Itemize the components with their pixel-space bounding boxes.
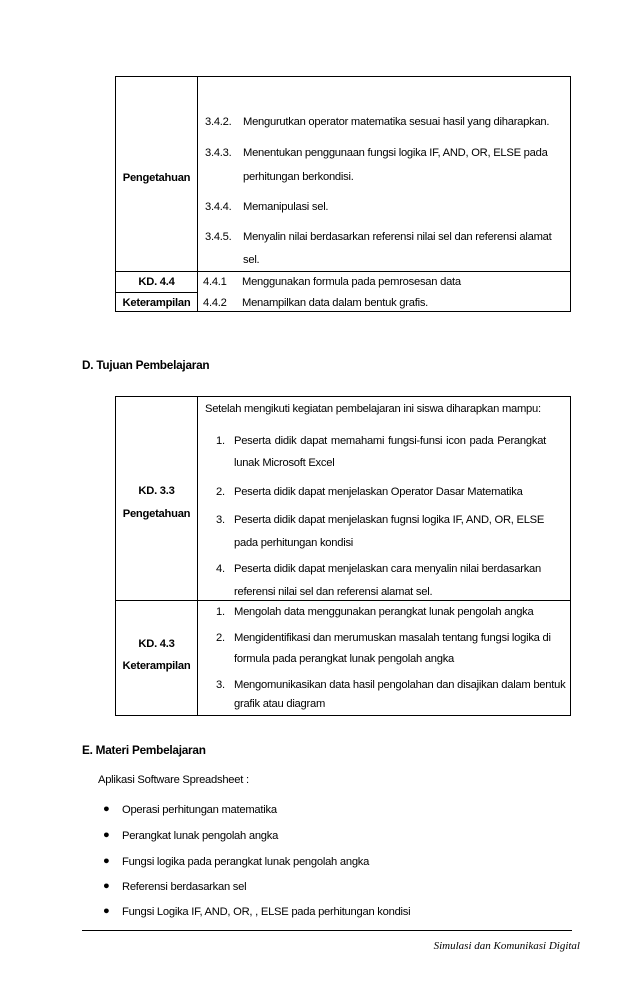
kd-4-3-label: KD. 4.3 — [138, 638, 175, 650]
list-item — [205, 201, 232, 213]
section-e-heading: E. Materi Pembelajaran — [82, 743, 206, 757]
page-footer: Simulasi dan Komunikasi Digital — [433, 940, 580, 952]
footer-divider — [82, 930, 572, 931]
item-number: 3.4.4. — [205, 201, 232, 213]
list-item-text: Peserta didik dapat memahami fungsi-funsi icon pada Perangkat — [234, 435, 547, 447]
list-item-text: perhitungan berkondisi. — [243, 171, 354, 183]
item-number: 3.4.2. — [205, 116, 232, 128]
item-number: 1. — [216, 606, 225, 618]
list-item-text: lunak Microsoft Excel — [234, 457, 335, 469]
list-item-text: Mengurutkan operator matematika sesuai hasil yang diharapkan. — [243, 116, 550, 128]
list-item-text: Menampilkan data dalam bentuk grafis. — [242, 297, 429, 309]
item-number: 2. — [216, 486, 225, 498]
list-item-text: Memanipulasi sel. — [243, 201, 329, 213]
list-item-text: referensi nilai sel dan referensi alamat sel. — [234, 586, 433, 598]
bullet-icon: ● — [103, 905, 110, 917]
list-item-text: Fungsi logika pada perangkat lunak pengolah angka — [122, 856, 370, 868]
list-item-text: Operasi perhitungan matematika — [122, 804, 277, 816]
list-item-text: Mengolah data menggunakan perangkat lunak pengolah angka — [234, 606, 534, 618]
section-e-intro: Aplikasi Software Spreadsheet : — [98, 774, 249, 786]
bullet-icon: ● — [103, 880, 110, 892]
item-number: 3.4.5. — [205, 231, 232, 243]
section-d-heading: D. Tujuan Pembelajaran — [82, 358, 210, 372]
list-item-text: Mengidentifikasi dan merumuskan masalah tentang fungsi logika di — [234, 632, 551, 644]
list-item-text: pada perhitungan kondisi — [234, 537, 354, 549]
list-item — [205, 116, 232, 128]
list-item-text: Referensi berdasarkan sel — [122, 881, 247, 893]
list-item-text: sel. — [243, 254, 260, 266]
pengetahuan-label: Pengetahuan — [122, 508, 191, 520]
item-number: 4.4.1 — [203, 276, 227, 288]
list-item-text: formula pada perangkat lunak pengolah angka — [234, 653, 455, 665]
list-item-text: Perangkat lunak pengolah angka — [122, 830, 279, 842]
keterampilan-label: Keterampilan — [122, 660, 191, 672]
list-item-text: Peserta didik dapat menjelaskan fugnsi logika IF, AND, OR, ELSE — [234, 514, 545, 526]
keterampilan-label: Keterampilan — [122, 297, 191, 309]
item-number: 3.4.3. — [205, 147, 232, 159]
pengetahuan-label: Pengetahuan — [122, 172, 191, 184]
list-item-text: grafik atau diagram — [234, 698, 326, 710]
kd-3-3-label: KD. 3.3 — [138, 485, 175, 497]
item-number: 3. — [216, 514, 225, 526]
list-item — [205, 231, 232, 243]
item-number: 4. — [216, 563, 225, 575]
list-item-text: Peserta didik dapat menjelaskan Operator Dasar Matematika — [234, 486, 523, 498]
list-item — [205, 147, 232, 159]
list-item-text: Menentukan penggunaan fungsi logika IF, AND, OR, ELSE pada — [243, 147, 548, 159]
bullet-icon: ● — [103, 803, 110, 815]
list-item-text: Menggunakan formula pada pemrosesan data — [242, 276, 461, 288]
objectives-intro: Setelah mengikuti kegiatan pembelajaran ini siswa diharapkan mampu: — [205, 403, 541, 415]
list-item-text: Fungsi Logika IF, AND, OR, , ELSE pada perhitungan kondisi — [122, 906, 411, 918]
item-number: 4.4.2 — [203, 297, 227, 309]
kd-4-4-label: KD. 4.4 — [138, 276, 175, 288]
list-item-text: Menyalin nilai berdasarkan referensi nilai sel dan referensi alamat — [243, 231, 552, 243]
bullet-icon: ● — [103, 855, 110, 867]
list-item-text: Peserta didik dapat menjelaskan cara menyalin nilai berdasarkan — [234, 563, 542, 575]
item-number: 2. — [216, 632, 225, 644]
item-number: 1. — [216, 435, 225, 447]
item-number: 3. — [216, 679, 225, 691]
list-item-text: Mengomunikasikan data hasil pengolahan dan disajikan dalam bentuk — [234, 679, 566, 691]
bullet-icon: ● — [103, 829, 110, 841]
